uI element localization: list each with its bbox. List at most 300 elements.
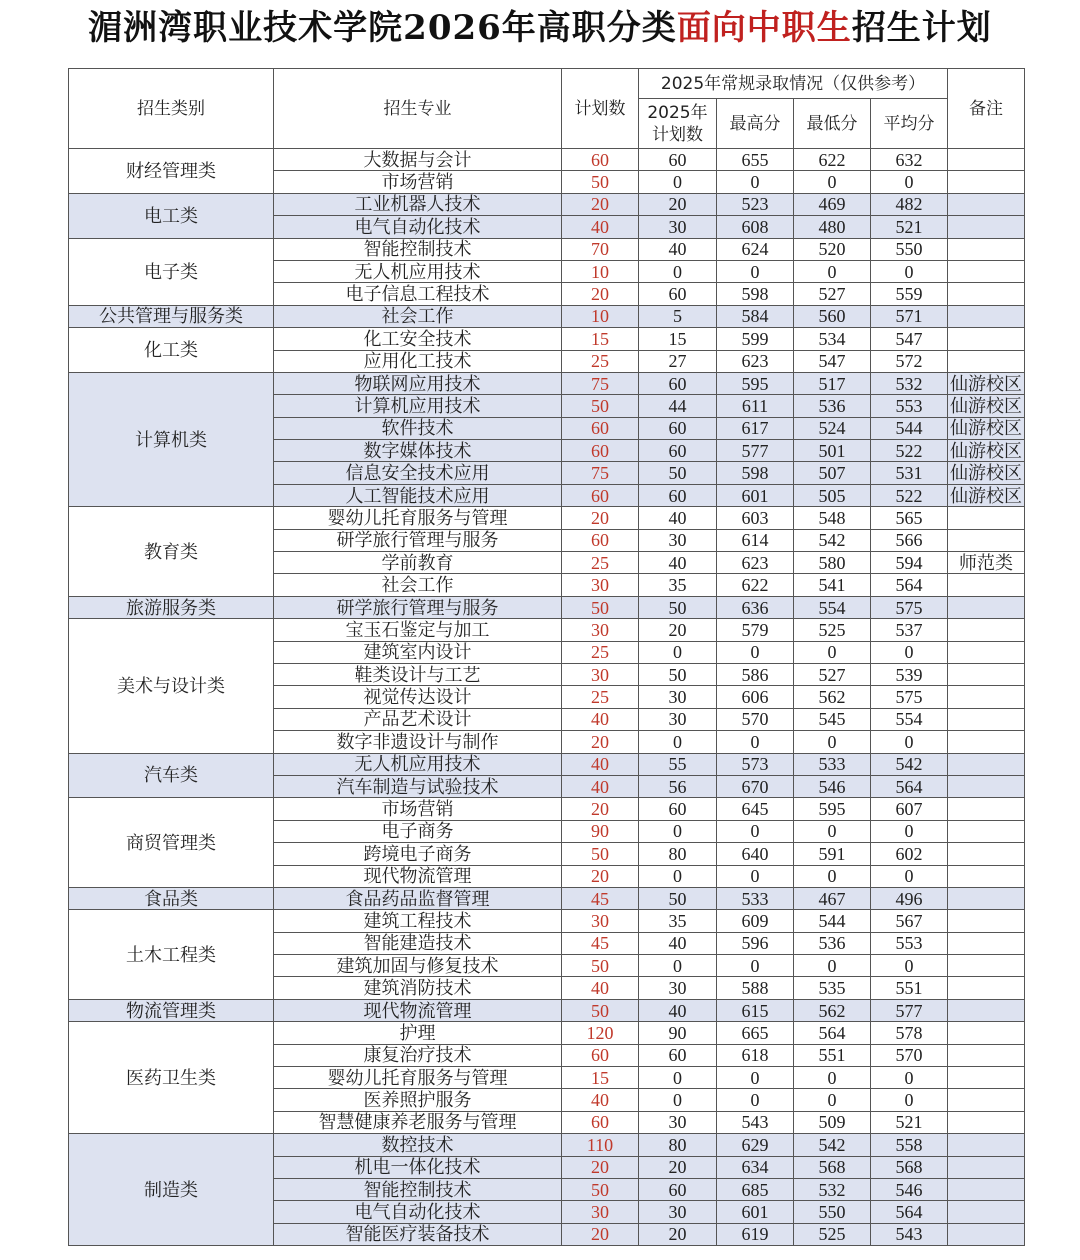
category-cell: 医药卫生类 <box>69 1022 274 1134</box>
avg-score-cell: 564 <box>871 1201 948 1223</box>
plan-2025-cell: 0 <box>639 820 717 842</box>
major-cell: 电气自动化技术 <box>274 1201 562 1223</box>
min-score-cell: 562 <box>794 686 871 708</box>
plan-2025-cell: 60 <box>639 798 717 820</box>
max-score-cell: 619 <box>717 1223 794 1245</box>
max-score-cell: 0 <box>717 820 794 842</box>
plan-2025-cell: 60 <box>639 1044 717 1066</box>
min-score-cell: 568 <box>794 1156 871 1178</box>
plan-2025-cell: 40 <box>639 999 717 1021</box>
plan-2025-cell: 50 <box>639 462 717 484</box>
plan-2025-cell: 0 <box>639 865 717 887</box>
category-cell: 化工类 <box>69 328 274 373</box>
max-score-cell: 601 <box>717 1201 794 1223</box>
min-score-cell: 545 <box>794 708 871 730</box>
major-cell: 康复治疗技术 <box>274 1044 562 1066</box>
plan-2025-cell: 50 <box>639 596 717 618</box>
major-cell: 学前教育 <box>274 552 562 574</box>
max-score-cell: 622 <box>717 574 794 596</box>
plan-2025-cell: 30 <box>639 529 717 551</box>
avg-score-cell: 532 <box>871 372 948 394</box>
min-score-cell: 554 <box>794 596 871 618</box>
plan-count-cell: 30 <box>562 910 639 932</box>
avg-score-cell: 496 <box>871 887 948 909</box>
note-cell <box>948 955 1025 977</box>
note-cell <box>948 507 1025 529</box>
note-cell <box>948 1044 1025 1066</box>
max-score-cell: 685 <box>717 1178 794 1200</box>
plan-count-cell: 25 <box>562 641 639 663</box>
plan-2025-cell: 27 <box>639 350 717 372</box>
plan-2025-cell: 60 <box>639 440 717 462</box>
major-cell: 建筑室内设计 <box>274 641 562 663</box>
min-score-cell: 517 <box>794 372 871 394</box>
min-score-cell: 562 <box>794 999 871 1021</box>
note-cell: 师范类 <box>948 552 1025 574</box>
avg-score-cell: 0 <box>871 171 948 193</box>
min-score-cell: 536 <box>794 932 871 954</box>
avg-score-cell: 564 <box>871 574 948 596</box>
category-cell: 旅游服务类 <box>69 596 274 618</box>
min-score-cell: 550 <box>794 1201 871 1223</box>
plan-count-cell: 110 <box>562 1134 639 1156</box>
max-score-cell: 623 <box>717 552 794 574</box>
max-score-cell: 0 <box>717 955 794 977</box>
plan-count-cell: 60 <box>562 484 639 506</box>
plan-count-cell: 20 <box>562 193 639 215</box>
min-score-cell: 547 <box>794 350 871 372</box>
min-score-cell: 542 <box>794 529 871 551</box>
plan-count-cell: 45 <box>562 887 639 909</box>
note-cell: 仙游校区 <box>948 395 1025 417</box>
avg-score-cell: 568 <box>871 1156 948 1178</box>
table-row <box>69 999 1025 1021</box>
title-part2: 招生计划 <box>851 8 992 48</box>
min-score-cell: 480 <box>794 216 871 238</box>
max-score-cell: 584 <box>717 305 794 327</box>
category-cell: 物流管理类 <box>69 999 274 1021</box>
note-cell <box>948 641 1025 663</box>
major-cell: 物联网应用技术 <box>274 372 562 394</box>
min-score-cell: 525 <box>794 619 871 641</box>
note-cell <box>948 1022 1025 1044</box>
major-cell: 建筑加固与修复技术 <box>274 955 562 977</box>
avg-score-cell: 521 <box>871 1111 948 1133</box>
avg-score-cell: 0 <box>871 260 948 282</box>
plan-count-cell: 25 <box>562 552 639 574</box>
plan-count-cell: 120 <box>562 1022 639 1044</box>
major-cell: 智能医疗装备技术 <box>274 1223 562 1245</box>
min-score-cell: 507 <box>794 462 871 484</box>
plan-count-cell: 25 <box>562 350 639 372</box>
plan-2025-cell: 20 <box>639 619 717 641</box>
table-row <box>69 798 1025 820</box>
min-score-cell: 0 <box>794 260 871 282</box>
header-major: 招生专业 <box>274 69 562 149</box>
max-score-cell: 665 <box>717 1022 794 1044</box>
avg-score-cell: 531 <box>871 462 948 484</box>
plan-2025-cell: 0 <box>639 955 717 977</box>
plan-count-cell: 70 <box>562 238 639 260</box>
plan-count-cell: 30 <box>562 619 639 641</box>
avg-score-cell: 544 <box>871 417 948 439</box>
note-cell <box>948 328 1025 350</box>
plan-count-cell: 20 <box>562 283 639 305</box>
major-cell: 现代物流管理 <box>274 999 562 1021</box>
plan-2025-cell: 20 <box>639 193 717 215</box>
major-cell: 机电一体化技术 <box>274 1156 562 1178</box>
table-row <box>69 910 1025 932</box>
plan-2025-cell: 90 <box>639 1022 717 1044</box>
max-score-cell: 608 <box>717 216 794 238</box>
plan-count-cell: 60 <box>562 529 639 551</box>
header-avg: 平均分 <box>871 99 948 149</box>
plan-2025-cell: 30 <box>639 216 717 238</box>
plan-2025-cell: 60 <box>639 417 717 439</box>
plan-count-cell: 75 <box>562 462 639 484</box>
plan-2025-cell: 0 <box>639 1067 717 1089</box>
avg-score-cell: 547 <box>871 328 948 350</box>
plan-2025-cell: 30 <box>639 1201 717 1223</box>
max-score-cell: 596 <box>717 932 794 954</box>
plan-count-cell: 60 <box>562 1111 639 1133</box>
plan-count-cell: 50 <box>562 843 639 865</box>
avg-score-cell: 0 <box>871 641 948 663</box>
max-score-cell: 601 <box>717 484 794 506</box>
min-score-cell: 0 <box>794 865 871 887</box>
note-cell <box>948 193 1025 215</box>
min-score-cell: 535 <box>794 977 871 999</box>
category-cell: 汽车类 <box>69 753 274 798</box>
note-cell <box>948 1134 1025 1156</box>
avg-score-cell: 575 <box>871 686 948 708</box>
plan-count-cell: 10 <box>562 260 639 282</box>
note-cell <box>948 171 1025 193</box>
max-score-cell: 579 <box>717 619 794 641</box>
major-cell: 应用化工技术 <box>274 350 562 372</box>
plan-count-cell: 60 <box>562 149 639 171</box>
table-row <box>69 753 1025 775</box>
note-cell <box>948 999 1025 1021</box>
min-score-cell: 527 <box>794 283 871 305</box>
plan-count-cell: 15 <box>562 328 639 350</box>
min-score-cell: 525 <box>794 1223 871 1245</box>
avg-score-cell: 551 <box>871 977 948 999</box>
avg-score-cell: 521 <box>871 216 948 238</box>
plan-count-cell: 50 <box>562 955 639 977</box>
avg-score-cell: 607 <box>871 798 948 820</box>
major-cell: 电子商务 <box>274 820 562 842</box>
major-cell: 无人机应用技术 <box>274 753 562 775</box>
major-cell: 汽车制造与试验技术 <box>274 775 562 797</box>
title-highlight: 面向中职生 <box>676 8 852 48</box>
avg-score-cell: 0 <box>871 1067 948 1089</box>
plan-2025-cell: 60 <box>639 484 717 506</box>
note-cell <box>948 932 1025 954</box>
major-cell: 无人机应用技术 <box>274 260 562 282</box>
max-score-cell: 603 <box>717 507 794 529</box>
avg-score-cell: 558 <box>871 1134 948 1156</box>
avg-score-cell: 0 <box>871 820 948 842</box>
note-cell <box>948 686 1025 708</box>
plan-count-cell: 40 <box>562 708 639 730</box>
min-score-cell: 0 <box>794 955 871 977</box>
note-cell <box>948 887 1025 909</box>
avg-score-cell: 554 <box>871 708 948 730</box>
max-score-cell: 598 <box>717 462 794 484</box>
min-score-cell: 564 <box>794 1022 871 1044</box>
avg-score-cell: 577 <box>871 999 948 1021</box>
table-body <box>69 149 1025 1246</box>
table-row <box>69 328 1025 350</box>
max-score-cell: 0 <box>717 731 794 753</box>
note-cell <box>948 149 1025 171</box>
max-score-cell: 533 <box>717 887 794 909</box>
plan-2025-cell: 50 <box>639 887 717 909</box>
min-score-cell: 501 <box>794 440 871 462</box>
header-min: 最低分 <box>794 99 871 149</box>
note-cell <box>948 596 1025 618</box>
table-row <box>69 372 1025 394</box>
max-score-cell: 0 <box>717 1089 794 1111</box>
header-note: 备注 <box>948 69 1025 149</box>
category-cell: 商贸管理类 <box>69 798 274 888</box>
note-cell <box>948 1067 1025 1089</box>
avg-score-cell: 594 <box>871 552 948 574</box>
note-cell <box>948 663 1025 685</box>
max-score-cell: 0 <box>717 641 794 663</box>
table-row <box>69 149 1025 171</box>
note-cell <box>948 283 1025 305</box>
note-cell <box>948 1178 1025 1200</box>
header-max: 最高分 <box>717 99 794 149</box>
major-cell: 建筑工程技术 <box>274 910 562 932</box>
max-score-cell: 599 <box>717 328 794 350</box>
min-score-cell: 509 <box>794 1111 871 1133</box>
max-score-cell: 0 <box>717 171 794 193</box>
plan-count-cell: 15 <box>562 1067 639 1089</box>
header-category: 招生类别 <box>69 69 274 149</box>
major-cell: 电气自动化技术 <box>274 216 562 238</box>
max-score-cell: 570 <box>717 708 794 730</box>
plan-2025-cell: 60 <box>639 372 717 394</box>
max-score-cell: 523 <box>717 193 794 215</box>
category-cell: 计算机类 <box>69 372 274 506</box>
note-cell <box>948 708 1025 730</box>
max-score-cell: 636 <box>717 596 794 618</box>
major-cell: 研学旅行管理与服务 <box>274 529 562 551</box>
plan-2025-cell: 20 <box>639 1223 717 1245</box>
max-score-cell: 573 <box>717 753 794 775</box>
plan-2025-cell: 60 <box>639 283 717 305</box>
note-cell: 仙游校区 <box>948 462 1025 484</box>
major-cell: 市场营销 <box>274 171 562 193</box>
category-cell: 土木工程类 <box>69 910 274 1000</box>
plan-2025-cell: 55 <box>639 753 717 775</box>
note-cell: 仙游校区 <box>948 440 1025 462</box>
plan-count-cell: 20 <box>562 798 639 820</box>
min-score-cell: 534 <box>794 328 871 350</box>
category-cell: 美术与设计类 <box>69 619 274 753</box>
major-cell: 建筑消防技术 <box>274 977 562 999</box>
max-score-cell: 615 <box>717 999 794 1021</box>
table-row <box>69 596 1025 618</box>
plan-count-cell: 40 <box>562 775 639 797</box>
plan-count-cell: 30 <box>562 1201 639 1223</box>
note-cell <box>948 820 1025 842</box>
max-score-cell: 0 <box>717 865 794 887</box>
plan-2025-cell: 30 <box>639 1111 717 1133</box>
min-score-cell: 548 <box>794 507 871 529</box>
title-part1: 湄洲湾职业技术学院2026年高职分类 <box>88 8 677 48</box>
major-cell: 电子信息工程技术 <box>274 283 562 305</box>
min-score-cell: 536 <box>794 395 871 417</box>
plan-count-cell: 30 <box>562 663 639 685</box>
major-cell: 社会工作 <box>274 305 562 327</box>
max-score-cell: 611 <box>717 395 794 417</box>
table-row <box>69 238 1025 260</box>
plan-2025-cell: 0 <box>639 1089 717 1111</box>
max-score-cell: 634 <box>717 1156 794 1178</box>
major-cell: 智慧健康养老服务与管理 <box>274 1111 562 1133</box>
max-score-cell: 598 <box>717 283 794 305</box>
note-cell <box>948 775 1025 797</box>
plan-count-cell: 60 <box>562 1044 639 1066</box>
avg-score-cell: 0 <box>871 865 948 887</box>
min-score-cell: 0 <box>794 731 871 753</box>
max-score-cell: 0 <box>717 1067 794 1089</box>
major-cell: 计算机应用技术 <box>274 395 562 417</box>
page-title <box>0 2 1080 54</box>
min-score-cell: 469 <box>794 193 871 215</box>
plan-count-cell: 50 <box>562 999 639 1021</box>
table-row <box>69 887 1025 909</box>
avg-score-cell: 570 <box>871 1044 948 1066</box>
min-score-cell: 505 <box>794 484 871 506</box>
min-score-cell: 546 <box>794 775 871 797</box>
max-score-cell: 624 <box>717 238 794 260</box>
avg-score-cell: 572 <box>871 350 948 372</box>
plan-2025-cell: 35 <box>639 910 717 932</box>
major-cell: 护理 <box>274 1022 562 1044</box>
plan-2025-cell: 5 <box>639 305 717 327</box>
max-score-cell: 595 <box>717 372 794 394</box>
table-row <box>69 305 1025 327</box>
major-cell: 社会工作 <box>274 574 562 596</box>
max-score-cell: 543 <box>717 1111 794 1133</box>
plan-count-cell: 60 <box>562 440 639 462</box>
avg-score-cell: 522 <box>871 484 948 506</box>
plan-2025-cell: 40 <box>639 552 717 574</box>
major-cell: 市场营销 <box>274 798 562 820</box>
major-cell: 研学旅行管理与服务 <box>274 596 562 618</box>
avg-score-cell: 546 <box>871 1178 948 1200</box>
note-cell <box>948 843 1025 865</box>
min-score-cell: 551 <box>794 1044 871 1066</box>
plan-2025-cell: 40 <box>639 238 717 260</box>
note-cell <box>948 529 1025 551</box>
min-score-cell: 541 <box>794 574 871 596</box>
avg-score-cell: 564 <box>871 775 948 797</box>
major-cell: 工业机器人技术 <box>274 193 562 215</box>
min-score-cell: 527 <box>794 663 871 685</box>
major-cell: 数字非遗设计与制作 <box>274 731 562 753</box>
min-score-cell: 0 <box>794 641 871 663</box>
major-cell: 大数据与会计 <box>274 149 562 171</box>
plan-2025-cell: 30 <box>639 977 717 999</box>
major-cell: 产品艺术设计 <box>274 708 562 730</box>
max-score-cell: 645 <box>717 798 794 820</box>
note-cell <box>948 216 1025 238</box>
category-cell: 电子类 <box>69 238 274 305</box>
min-score-cell: 591 <box>794 843 871 865</box>
plan-count-cell: 50 <box>562 1178 639 1200</box>
note-cell <box>948 1111 1025 1133</box>
note-cell <box>948 350 1025 372</box>
category-cell: 教育类 <box>69 507 274 597</box>
note-cell: 仙游校区 <box>948 484 1025 506</box>
major-cell: 鞋类设计与工艺 <box>274 663 562 685</box>
min-score-cell: 0 <box>794 1067 871 1089</box>
plan-count-cell: 20 <box>562 1156 639 1178</box>
avg-score-cell: 543 <box>871 1223 948 1245</box>
min-score-cell: 0 <box>794 171 871 193</box>
min-score-cell: 0 <box>794 1089 871 1111</box>
avg-score-cell: 482 <box>871 193 948 215</box>
plan-2025-cell: 44 <box>639 395 717 417</box>
avg-score-cell: 602 <box>871 843 948 865</box>
note-cell <box>948 238 1025 260</box>
max-score-cell: 655 <box>717 149 794 171</box>
plan-count-cell: 50 <box>562 395 639 417</box>
plan-2025-cell: 20 <box>639 1156 717 1178</box>
plan-2025-cell: 30 <box>639 686 717 708</box>
major-cell: 数控技术 <box>274 1134 562 1156</box>
note-cell: 仙游校区 <box>948 417 1025 439</box>
avg-score-cell: 0 <box>871 955 948 977</box>
header-plan-2025: 2025年计划数 <box>639 99 717 149</box>
plan-2025-cell: 60 <box>639 1178 717 1200</box>
max-score-cell: 588 <box>717 977 794 999</box>
major-cell: 跨境电子商务 <box>274 843 562 865</box>
plan-count-cell: 40 <box>562 753 639 775</box>
note-cell <box>948 305 1025 327</box>
header-plan: 计划数 <box>562 69 639 149</box>
max-score-cell: 586 <box>717 663 794 685</box>
major-cell: 食品药品监督管理 <box>274 887 562 909</box>
avg-score-cell: 522 <box>871 440 948 462</box>
min-score-cell: 542 <box>794 1134 871 1156</box>
note-cell <box>948 619 1025 641</box>
avg-score-cell: 0 <box>871 731 948 753</box>
avg-score-cell: 565 <box>871 507 948 529</box>
table-row <box>69 1022 1025 1044</box>
plan-2025-cell: 0 <box>639 171 717 193</box>
max-score-cell: 609 <box>717 910 794 932</box>
table-row <box>69 193 1025 215</box>
max-score-cell: 623 <box>717 350 794 372</box>
min-score-cell: 622 <box>794 149 871 171</box>
note-cell <box>948 574 1025 596</box>
plan-2025-cell: 15 <box>639 328 717 350</box>
category-cell: 制造类 <box>69 1134 274 1246</box>
max-score-cell: 629 <box>717 1134 794 1156</box>
major-cell: 宝玉石鉴定与加工 <box>274 619 562 641</box>
plan-count-cell: 90 <box>562 820 639 842</box>
max-score-cell: 618 <box>717 1044 794 1066</box>
plan-2025-cell: 30 <box>639 708 717 730</box>
note-cell <box>948 910 1025 932</box>
